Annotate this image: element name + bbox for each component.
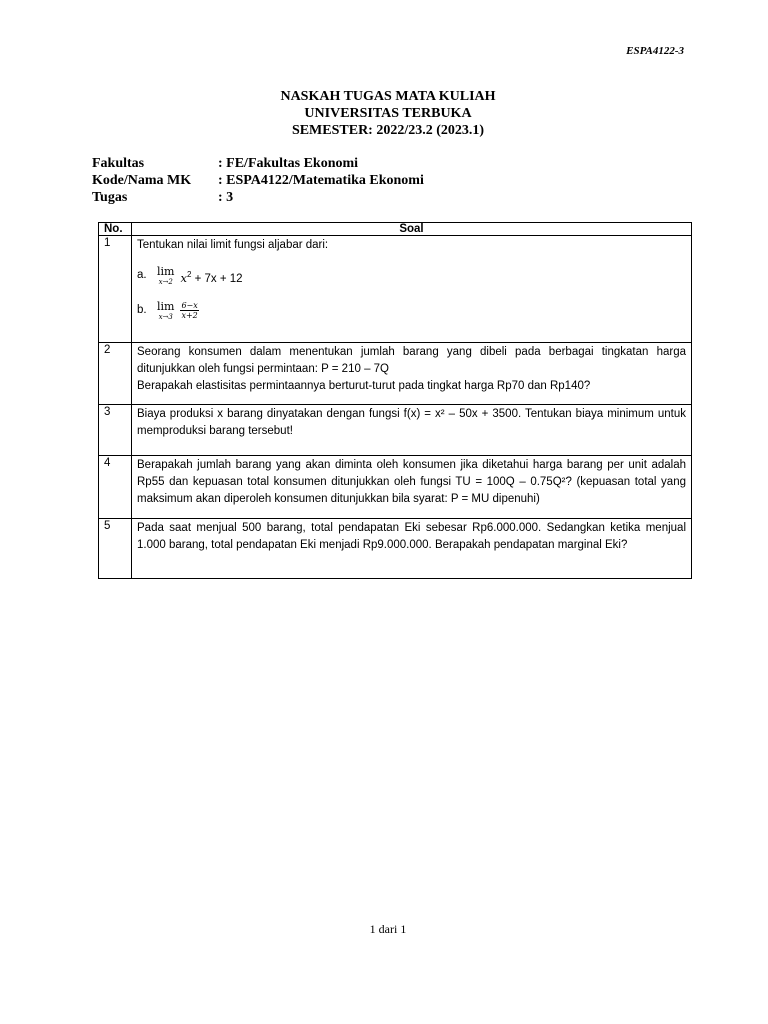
- question-text: Pada saat menjual 500 barang, total pendapatan Eki sebesar Rp6.000.000. Sedangkan ketika menjual 1.000 barang, total pendapatan Eki menjadi Rp9.000.000. Berapakah pendapatan marginal Eki?: [132, 519, 692, 579]
- question-text: [132, 236, 692, 343]
- question-number: 4: [99, 456, 132, 519]
- sub-letter-a: a.: [137, 269, 147, 281]
- table-row: [99, 343, 692, 405]
- header-no: No.: [99, 223, 132, 236]
- expression-rest: + 7x + 12: [194, 272, 243, 285]
- document-code: ESPA4122-3: [626, 45, 684, 57]
- tugas-label: Tugas: [92, 190, 128, 205]
- tugas-value: : 3: [218, 190, 234, 205]
- question-intro: Tentukan nilai limit fungsi aljabar dari:: [137, 239, 329, 251]
- kode-label: Kode/Nama MK: [92, 173, 192, 188]
- document-title: [0, 88, 768, 139]
- limit-subscript: x→2: [158, 278, 173, 286]
- exponent: 2: [186, 270, 192, 279]
- fraction-b: [180, 301, 198, 320]
- page-number: 1 dari 1: [369, 922, 407, 936]
- fakultas-value: : FE/Fakultas Ekonomi: [218, 156, 359, 171]
- table-header-row: [99, 223, 692, 236]
- fakultas-row: [92, 155, 424, 172]
- limit-subscript: x→3: [158, 312, 173, 321]
- limit-a: [157, 266, 174, 286]
- course-info: [92, 155, 424, 206]
- expression-a: [180, 266, 242, 288]
- table-row: [99, 405, 692, 456]
- question-text-part-1: Seorang konsumen dalam menentukan jumlah barang yang dibeli pada berbagai tingkatan harga ditunjukkan oleh fungsi permintaan: P = 210 – 7Q: [137, 346, 686, 375]
- title-line-1: NASKAH TUGAS MATA KULIAH: [280, 89, 496, 104]
- table-row: [99, 456, 692, 519]
- title-line-3: SEMESTER: 2022/23.2 (2023.1): [291, 123, 485, 138]
- limit-word: lim: [157, 299, 175, 313]
- question-text: Berapakah jumlah barang yang akan diminta oleh konsumen jika diketahui harga barang per unit adalah Rp55 dan kepuasan total konsumen ditunjukkan oleh fungsi TU = 100Q – 0.75Q²? (kepuasan total yang maksimum akan diperoleh konsumen ditunjukkan bila syarat: P = MU dipenuhi): [132, 456, 692, 519]
- question-number: 2: [99, 343, 132, 405]
- header-soal: Soal: [132, 223, 692, 236]
- question-number: 5: [99, 519, 132, 579]
- kode-value: : ESPA4122/Matematika Ekonomi: [218, 173, 424, 188]
- question-table: [98, 222, 692, 579]
- sub-question-a: [137, 266, 686, 288]
- limit-b: [157, 301, 174, 321]
- fakultas-label: Fakultas: [92, 156, 145, 171]
- question-number: 1: [99, 236, 132, 343]
- question-number: 3: [99, 405, 132, 456]
- question-text: [132, 343, 692, 405]
- variable-x: x: [180, 270, 187, 285]
- denominator: x+2: [181, 310, 198, 320]
- sub-letter-b: b.: [137, 303, 147, 316]
- question-text-part-2: Berapakah elastisitas permintaannya berturut-turut pada tingkat harga Rp70 dan Rp140?: [137, 380, 591, 392]
- numerator: 6−x: [181, 300, 198, 310]
- kode-row: [92, 172, 424, 189]
- table-row: [99, 236, 692, 343]
- tugas-row: [92, 189, 424, 206]
- limit-word: lim: [157, 265, 175, 278]
- question-text: Biaya produksi x barang dinyatakan dengan fungsi f(x) = x² – 50x + 3500. Tentukan biaya minimum untuk memproduksi barang tersebut!: [132, 405, 692, 456]
- table-row: [99, 519, 692, 579]
- sub-question-b: [137, 301, 686, 321]
- title-line-2: UNIVERSITAS TERBUKA: [304, 106, 472, 121]
